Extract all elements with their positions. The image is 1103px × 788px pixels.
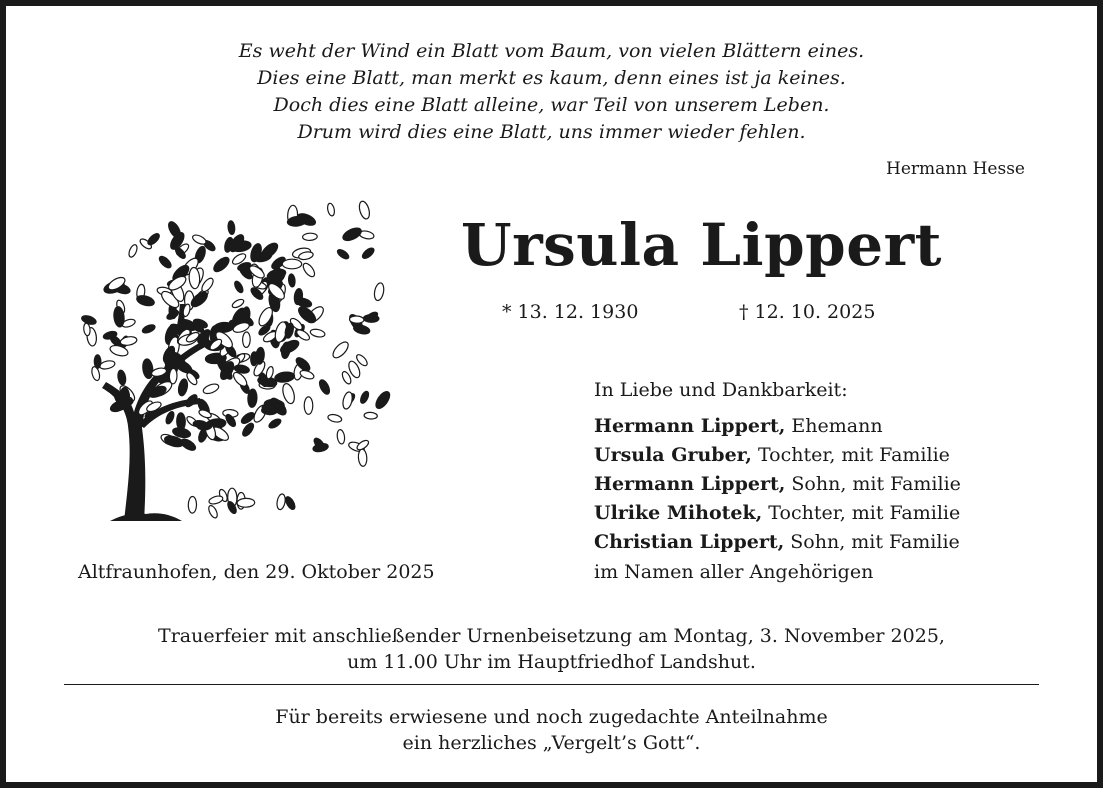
mourner-name: Hermann Lippert, [594,473,786,495]
divider [64,684,1039,685]
ceremony-line-2: um 11.00 Uhr im Hauptfriedhof Landshut. [347,651,756,673]
windblown-tree-icon [54,176,394,531]
mourner-row [594,442,950,468]
mourners-heading: In Liebe und Dankbarkeit: [594,379,848,401]
mourner-row [594,413,883,439]
mourner-row [594,471,961,497]
mourner-name: Ulrike Mihotek, [594,502,763,524]
thanks-line-1: Für bereits erwiesene und noch zugedachte Anteilnahme [275,706,828,728]
deceased-name: Ursula Lippert [461,211,942,279]
mourners-closing: im Namen aller Angehörigen [594,561,874,583]
poem-line-3: Doch dies eine Blatt alleine, war Teil von unserem Leben. [273,94,830,116]
poem-line-4: Drum wird dies eine Blatt, uns immer wieder fehlen. [297,121,806,143]
mourner-relation: Sohn, mit Familie [784,531,960,553]
mourner-relation: Tochter, mit Familie [751,444,950,466]
mourner-relation: Ehemann [785,415,883,437]
thanks-line-2: ein herzliches „Vergelt’s Gott“. [402,732,701,754]
mourner-relation: Tochter, mit Familie [762,502,961,524]
poem-author: Hermann Hesse [886,159,1025,179]
place-and-date: Altfraunhofen, den 29. Oktober 2025 [78,561,435,583]
mourner-row [594,529,960,555]
mourner-relation: Sohn, mit Familie [785,473,961,495]
mourner-name: Ursula Gruber, [594,444,752,466]
death-date: † 12. 10. 2025 [739,301,876,323]
birth-date: * 13. 12. 1930 [502,301,639,323]
mourner-row [594,500,960,526]
mourner-name: Hermann Lippert, [594,415,786,437]
poem-line-2: Dies eine Blatt, man merkt es kaum, denn eines ist ja keines. [257,67,846,89]
ceremony-line-1: Trauerfeier mit anschließender Urnenbeisetzung am Montag, 3. November 2025, [158,625,945,647]
mourner-name: Christian Lippert, [594,531,785,553]
poem-line-1: Es weht der Wind ein Blatt vom Baum, von vielen Blättern eines. [238,40,865,62]
